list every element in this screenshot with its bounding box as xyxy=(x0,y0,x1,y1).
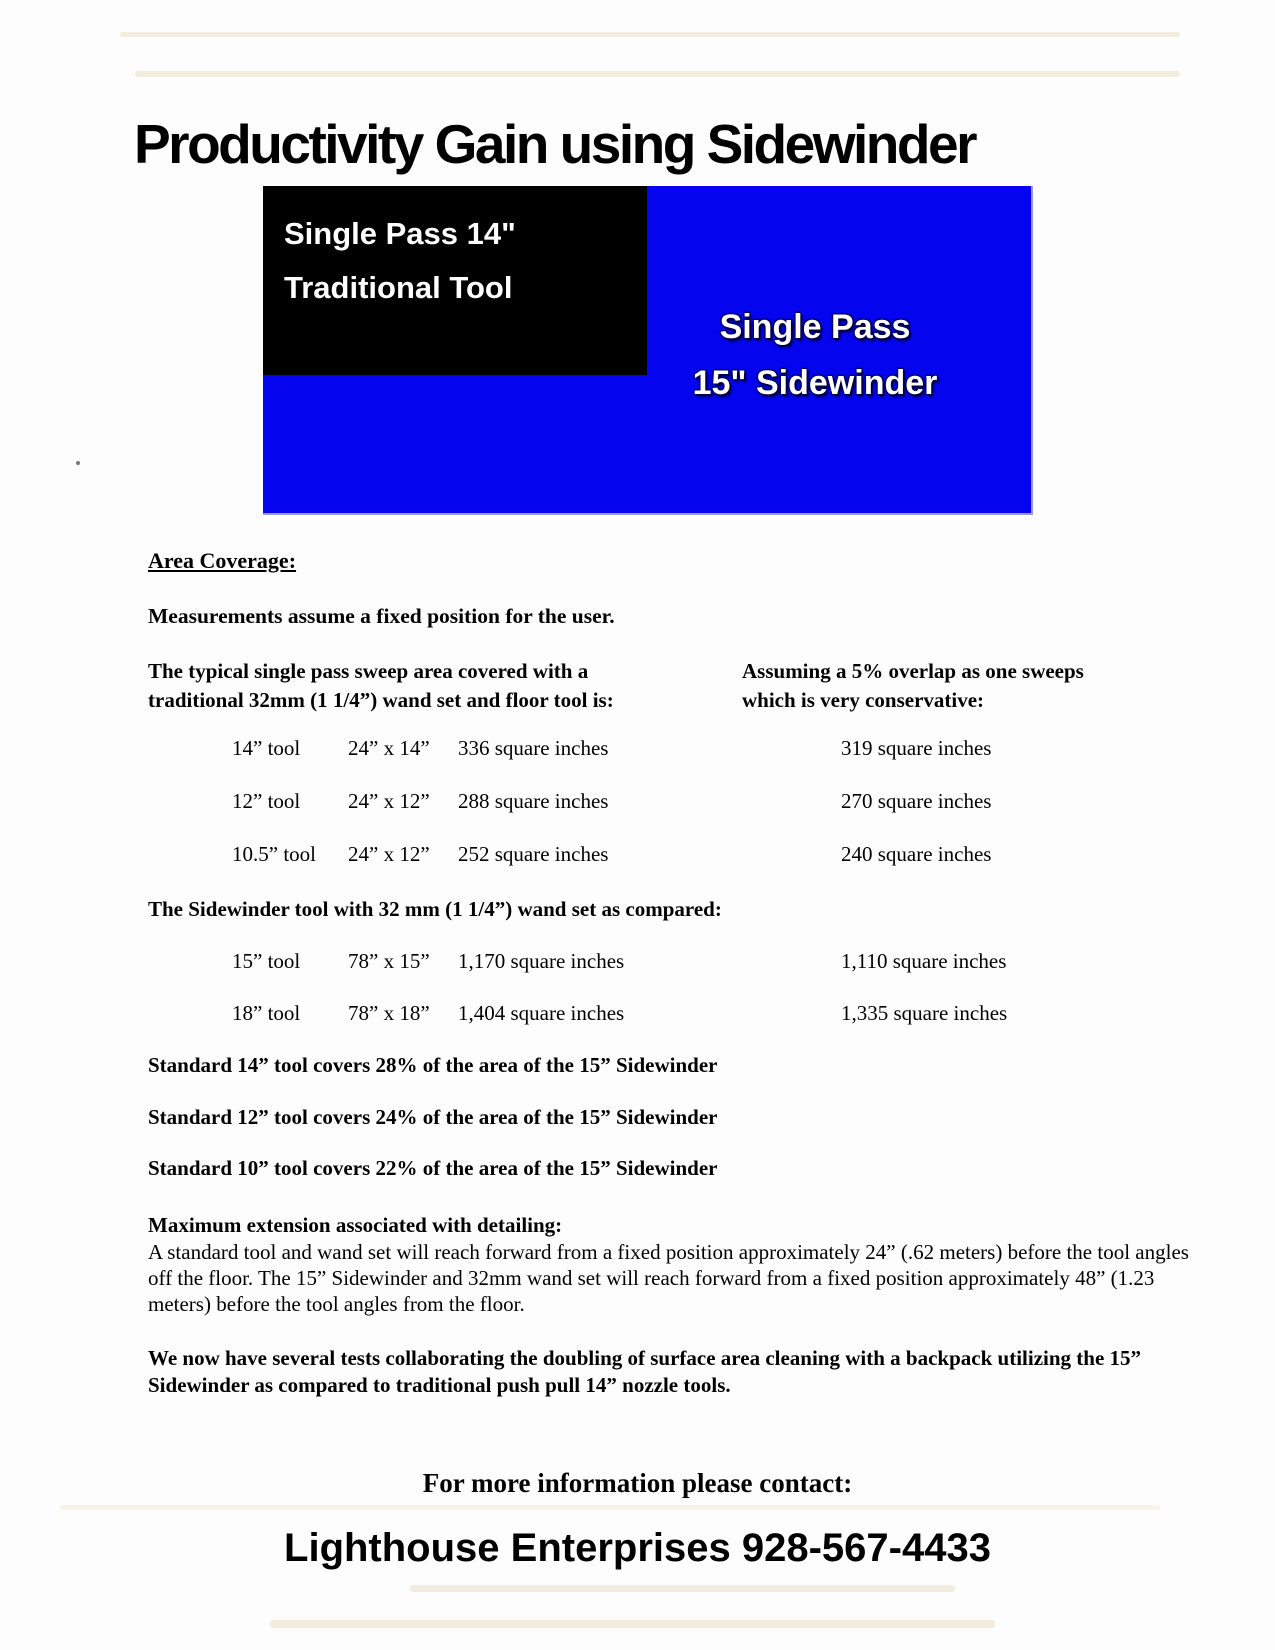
overlap-header xyxy=(742,657,1084,715)
overlap-header-line2: which is very conservative: xyxy=(742,688,985,712)
coverage-note-10: Standard 10” tool covers 22% of the area of the 15” Sidewinder xyxy=(148,1156,718,1180)
tests-note: We now have several tests collaborating the doubling of surface area cleaning with a backpack utilizing the 15” Sidewinder as compared to traditional push pull 14” nozzle tools. xyxy=(148,1346,1142,1397)
page-title: Productivity Gain using Sidewinder xyxy=(134,113,975,175)
sidewinder-label-line1: Single Pass xyxy=(719,308,911,346)
tool-size-cell: 12” tool xyxy=(232,789,301,813)
contact-heading: For more information please contact: xyxy=(422,1468,853,1498)
sidewinder-area-graphic xyxy=(263,186,1033,515)
scan-artifact xyxy=(135,71,1180,77)
table-row xyxy=(0,949,1275,975)
area-cell: 288 square inches xyxy=(458,789,609,813)
standard-tools-header-line2: traditional 32mm (1 1/4”) wand set and floor tool is: xyxy=(148,688,614,712)
area-cell: 252 square inches xyxy=(458,842,609,866)
traditional-tool-label-line1: Single Pass 14" xyxy=(284,216,516,251)
area-coverage-heading: Area Coverage: xyxy=(148,548,297,573)
scan-artifact xyxy=(120,32,1180,37)
traditional-tool-label-line2: Traditional Tool xyxy=(284,270,513,305)
tool-size-cell: 18” tool xyxy=(232,1001,301,1025)
area-cell: 1,404 square inches xyxy=(458,1001,625,1025)
standard-tools-header xyxy=(148,657,614,715)
scan-artifact xyxy=(410,1585,955,1592)
contact-line: Lighthouse Enterprises 928-567-4433 xyxy=(284,1526,991,1570)
overlap-area-cell: 319 square inches xyxy=(841,736,992,760)
scan-artifact xyxy=(270,1620,995,1628)
sweep-dims-cell: 24” x 14” xyxy=(348,736,430,760)
sweep-dims-cell: 24” x 12” xyxy=(348,842,430,866)
overlap-area-cell: 270 square inches xyxy=(841,789,992,813)
sidewinder-label-line2: 15" Sidewinder xyxy=(692,364,938,402)
area-cell: 1,170 square inches xyxy=(458,949,625,973)
max-extension-heading: Maximum extension associated with detailing: xyxy=(148,1213,563,1237)
tool-size-cell: 14” tool xyxy=(232,736,301,760)
sweep-dims-cell: 78” x 15” xyxy=(348,949,430,973)
scan-speck xyxy=(76,461,80,465)
overlap-header-line1: Assuming a 5% overlap as one sweeps xyxy=(742,659,1084,683)
overlap-area-cell: 1,335 square inches xyxy=(841,1001,1008,1025)
table-row xyxy=(0,1001,1275,1027)
sweep-dims-cell: 24” x 12” xyxy=(348,789,430,813)
max-extension-body: A standard tool and wand set will reach forward from a fixed position approximately 24” (.62 meters) before the tool angles off the floor. The 15” Sidewinder and 32mm wand set will reach forward from a fixed position approximately 48” (1.23 meters) before the tool angles from the floor. xyxy=(148,1240,1189,1316)
coverage-note-14: Standard 14” tool covers 28% of the area of the 15” Sidewinder xyxy=(148,1053,718,1077)
coverage-note-12: Standard 12” tool covers 24% of the area of the 15” Sidewinder xyxy=(148,1105,718,1129)
sweep-dims-cell: 78” x 18” xyxy=(348,1001,430,1025)
table-row xyxy=(0,789,1275,815)
measurements-note: Measurements assume a fixed position for the user. xyxy=(148,604,615,628)
overlap-area-cell: 240 square inches xyxy=(841,842,992,866)
tool-size-cell: 15” tool xyxy=(232,949,301,973)
sidewinder-compare-header: The Sidewinder tool with 32 mm (1 1/4”) wand set as compared: xyxy=(148,897,722,921)
scan-artifact xyxy=(60,1505,1160,1510)
traditional-tool-area-box xyxy=(263,186,647,375)
table-row xyxy=(0,736,1275,762)
area-cell: 336 square inches xyxy=(458,736,609,760)
table-row xyxy=(0,842,1275,868)
standard-tools-header-line1: The typical single pass sweep area covered with a xyxy=(148,659,589,683)
tool-size-cell: 10.5” tool xyxy=(232,842,316,866)
overlap-area-cell: 1,110 square inches xyxy=(841,949,1007,973)
